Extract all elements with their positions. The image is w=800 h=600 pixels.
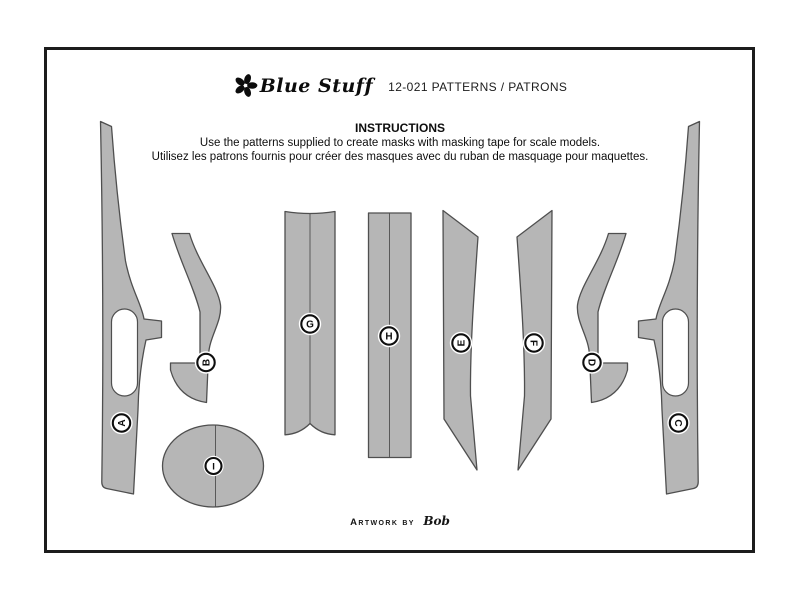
- svg-text:I: I: [212, 461, 215, 473]
- svg-text:B: B: [201, 358, 213, 367]
- instruction-line-french: Utilisez les patrons fournis pour créer des masques avec du ruban de masquage pour maquettes.: [151, 150, 649, 163]
- pattern-label-c: [667, 412, 689, 434]
- pattern-shape-b: [171, 234, 221, 403]
- svg-text:A: A: [117, 419, 129, 427]
- svg-text:E: E: [456, 339, 468, 347]
- brand-logo: [233, 73, 373, 98]
- sheet-header: [0, 73, 800, 98]
- artwork-by-label: Artwork by: [350, 517, 415, 528]
- instruction-line-english: Use the patterns supplied to create masks with masking tape for scale models.: [199, 137, 601, 149]
- svg-text:C: C: [671, 419, 683, 427]
- artist-name: Bob: [423, 514, 450, 528]
- instructions-heading: INSTRUCTIONS: [355, 121, 445, 135]
- svg-text:H: H: [385, 331, 393, 343]
- pattern-label-h: [378, 325, 400, 347]
- sheet-footer: [0, 512, 800, 530]
- pattern-label-g: [299, 313, 321, 335]
- pinwheel-flower-icon: [233, 73, 258, 98]
- pattern-label-a: [110, 412, 132, 434]
- instructions-block: [0, 122, 800, 164]
- pattern-shape-c: [639, 122, 700, 495]
- svg-text:D: D: [585, 358, 597, 367]
- sheet-title: 12-021 PATTERNS / PATRONS: [388, 79, 568, 94]
- svg-text:F: F: [527, 339, 539, 347]
- brand-name: Blue Stuff: [259, 74, 374, 97]
- svg-text:G: G: [306, 319, 314, 331]
- pattern-label-f: [523, 332, 545, 354]
- pattern-label-d: [581, 351, 603, 373]
- pattern-shape-d: [577, 234, 627, 403]
- pattern-label-e: [450, 332, 472, 354]
- pattern-label-i: [203, 456, 223, 476]
- pattern-shape-a: [101, 122, 162, 495]
- pattern-label-b: [195, 351, 217, 373]
